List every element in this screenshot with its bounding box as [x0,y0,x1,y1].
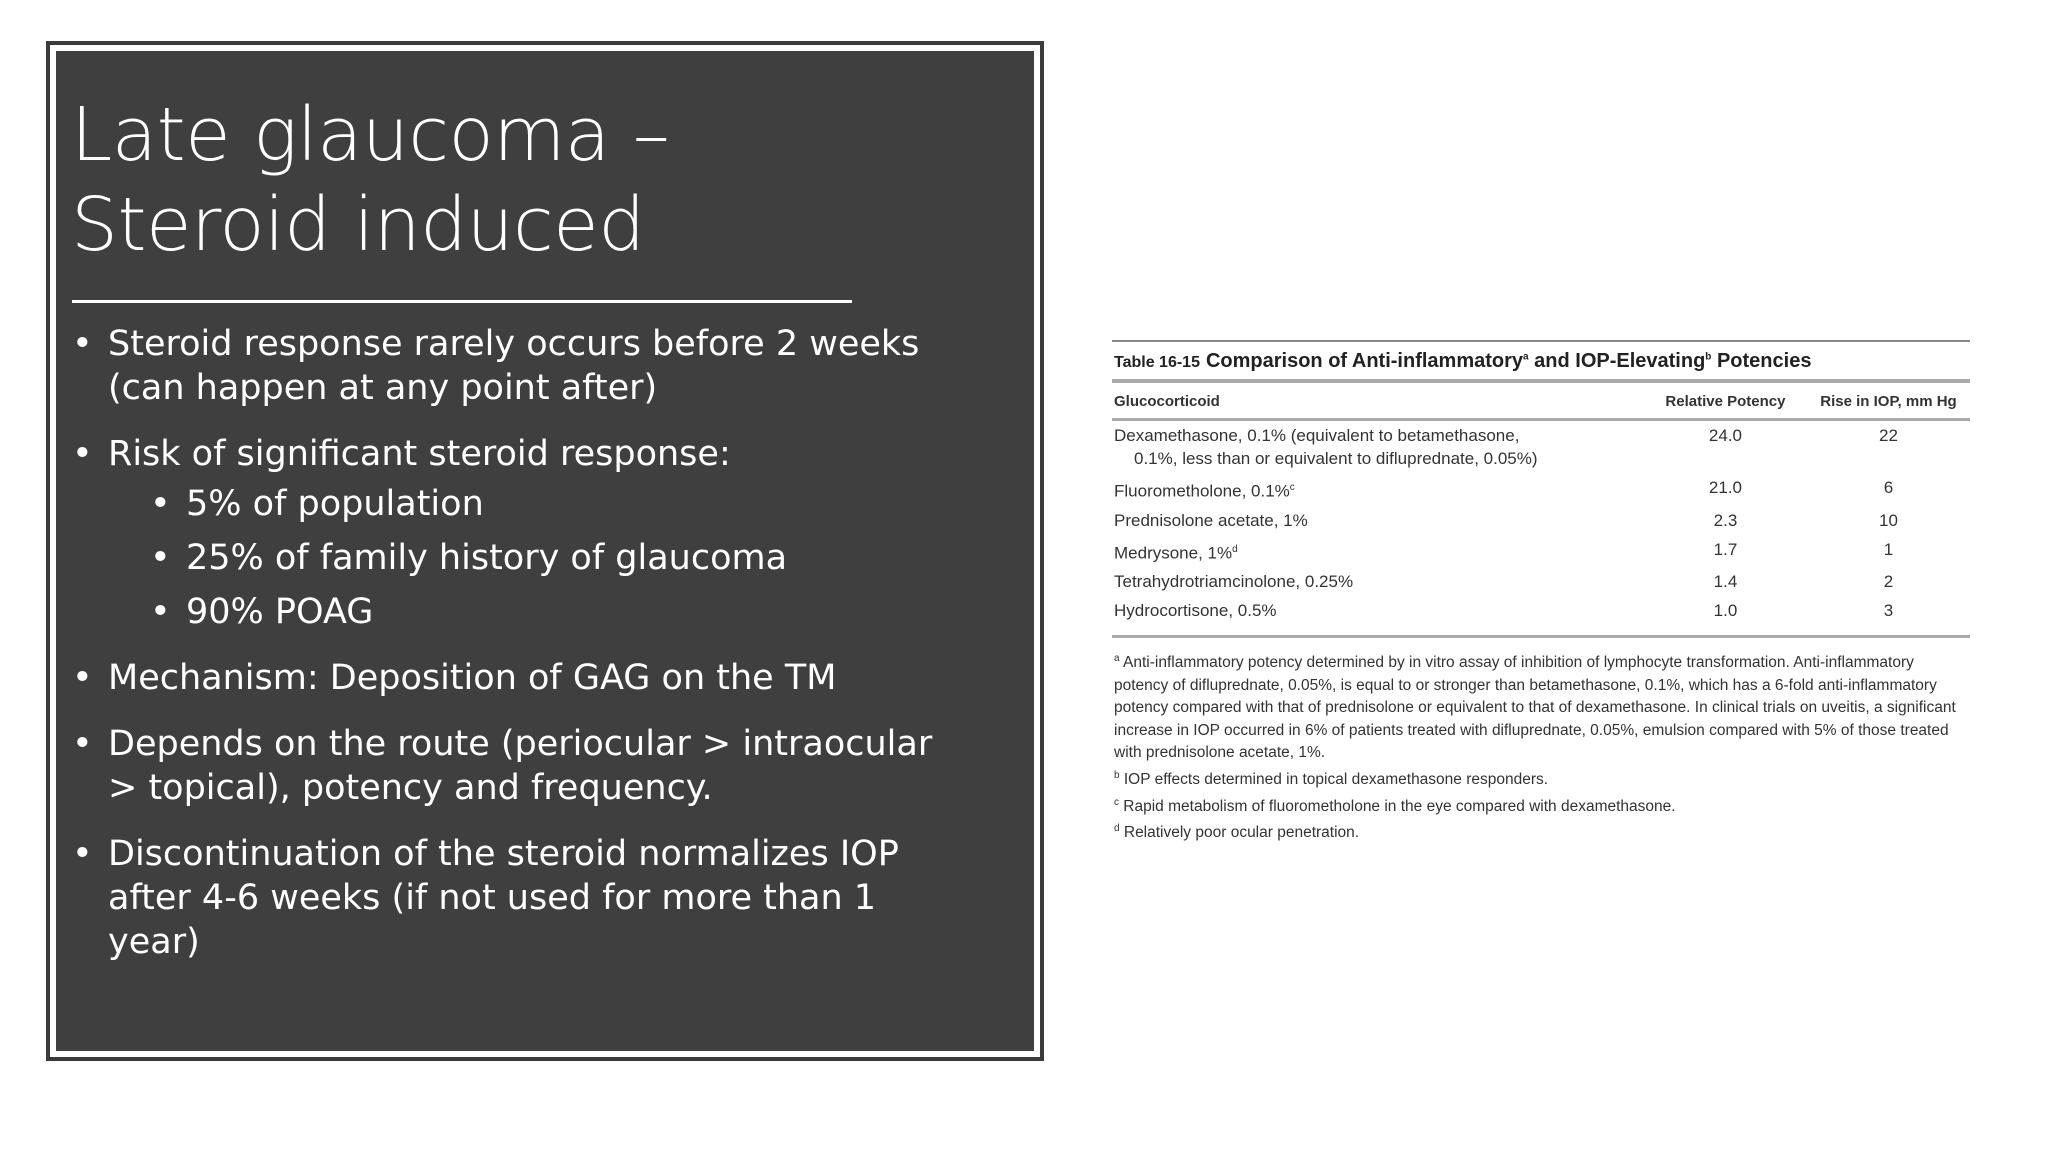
drug-cell [1112,535,1644,568]
bullet-item [72,832,972,964]
footnote-text: Anti-inflammatory potency determined by in vitro assay of inhibition of lymphocyte transformation. Anti-inflammatory potency of difluprednate, 0.05%, is equal to or stronger than betamethasone, 0.1%, which has a 6-fold anti-inflammatory potency compared with that of prednisolone or equivalent to that of dexamethasone. In clinical trials on uveitis, a significant increase in IOP occurred in 6% of patients treated with difluprednate, 0.05%, emulsion compared with 5% of those treated with prednisolone acetate, 1%. [1114,654,1956,762]
drug-cell [1112,567,1644,596]
table-header-row [1112,383,1970,418]
table-number: Table 16-15 [1114,354,1200,371]
table-row [1112,506,1970,535]
drug-name: Prednisolone acetate, 1% [1114,510,1308,530]
potency-cell: 1.0 [1713,601,1738,621]
table-footnotes [1112,648,1970,845]
potency-cell: 1.7 [1713,539,1738,559]
drug-name: Dexamethasone, 0.1% (equivalent to betamethasone, [1114,426,1520,445]
footnote [1114,765,1970,792]
footnote-mark: d [1114,823,1120,835]
table-top-rule [1112,340,1970,342]
table-row [1112,473,1970,506]
bullet-list [72,322,972,986]
drug-name: Tetrahydrotriamcinolone, 0.25% [1114,572,1354,592]
drug-cell [1112,506,1644,535]
sub-bullet-item [150,482,972,526]
drug-name-continued: 0.1%, less than or equivalent to difluprednate, 0.05%) [1134,449,1538,468]
caption-text: Potencies [1711,350,1812,372]
drug-cell [1112,421,1644,473]
bullet-item [72,656,972,700]
drug-name: Fluorometholone, 0.1% [1114,481,1290,501]
sub-bullet-list [150,482,972,634]
iop-cell: 1 [1883,539,1894,559]
footnote-mark: d [1232,543,1238,555]
caption-text: Comparison of Anti-inflammatory [1205,350,1524,372]
potency-cell: 2.3 [1713,510,1738,530]
bullet-text: Depends on the route (periocular > intraocular > topical), potency and frequency. [108,724,933,808]
sub-bullet-text: 90% POAG [186,592,374,632]
drug-cell [1112,596,1644,625]
footnote-text: Rapid metabolism of fluorometholone in the eye compared with dexamethasone. [1119,797,1676,815]
iop-cell: 6 [1883,478,1894,497]
iop-cell: 3 [1883,601,1894,621]
bullet-item [72,722,972,810]
bullet-item [72,432,972,634]
bullet-text: Steroid response rarely occurs before 2 weeks (can happen at any point after) [108,324,920,408]
footnote [1114,648,1970,765]
slide-title: Late glaucoma – Steroid induced [71,92,670,268]
caption-sup: b [1705,351,1712,363]
sub-bullet-item [150,590,972,634]
sub-bullet-text: 25% of family history of glaucoma [186,538,788,578]
footnote [1114,792,1970,819]
footnote-mark: b [1114,769,1120,781]
bullet-text: Risk of significant steroid response: [108,434,731,474]
footnote-text: Relatively poor ocular penetration. [1119,824,1360,842]
iop-cell: 10 [1879,510,1898,530]
caption-sup: a [1523,351,1529,363]
table-image [1112,340,1970,845]
bullet-item [72,322,972,410]
table-bottom-rule [1112,635,1970,638]
footnote-mark: a [1114,653,1120,665]
drug-cell [1112,473,1644,506]
footnote-text: IOP effects determined in topical dexamethasone responders. [1119,771,1549,789]
table-row [1112,567,1970,596]
table-row [1112,596,1970,625]
column-header: Rise in IOP, mm Hg [1820,393,1957,410]
footnote-mark: c [1289,482,1295,493]
footnote-mark: c [1114,796,1119,808]
iop-cell: 22 [1879,426,1898,445]
caption-text: and IOP-Elevating [1528,350,1706,372]
table-row [1112,421,1970,473]
potency-cell: 21.0 [1708,478,1742,497]
table-caption [1114,350,1970,373]
column-header: Relative Potency [1665,393,1786,410]
potency-cell: 1.4 [1713,572,1738,592]
column-header: Glucocorticoid [1114,393,1220,410]
sub-bullet-text: 5% of population [186,484,484,524]
bullet-text: Discontinuation of the steroid normalizes IOP after 4-6 weeks (if not used for more than 1 year) [108,834,899,962]
iop-cell: 2 [1883,572,1894,592]
drug-name: Hydrocortisone, 0.5% [1114,601,1277,621]
potency-cell: 24.0 [1708,426,1742,445]
table-row [1112,535,1970,568]
footnote [1114,818,1970,845]
potency-table [1112,383,1970,638]
drug-name: Medrysone, 1% [1114,543,1233,563]
title-underline [72,300,852,303]
bullet-text: Mechanism: Deposition of GAG on the TM [108,658,837,698]
sub-bullet-item [150,536,972,580]
